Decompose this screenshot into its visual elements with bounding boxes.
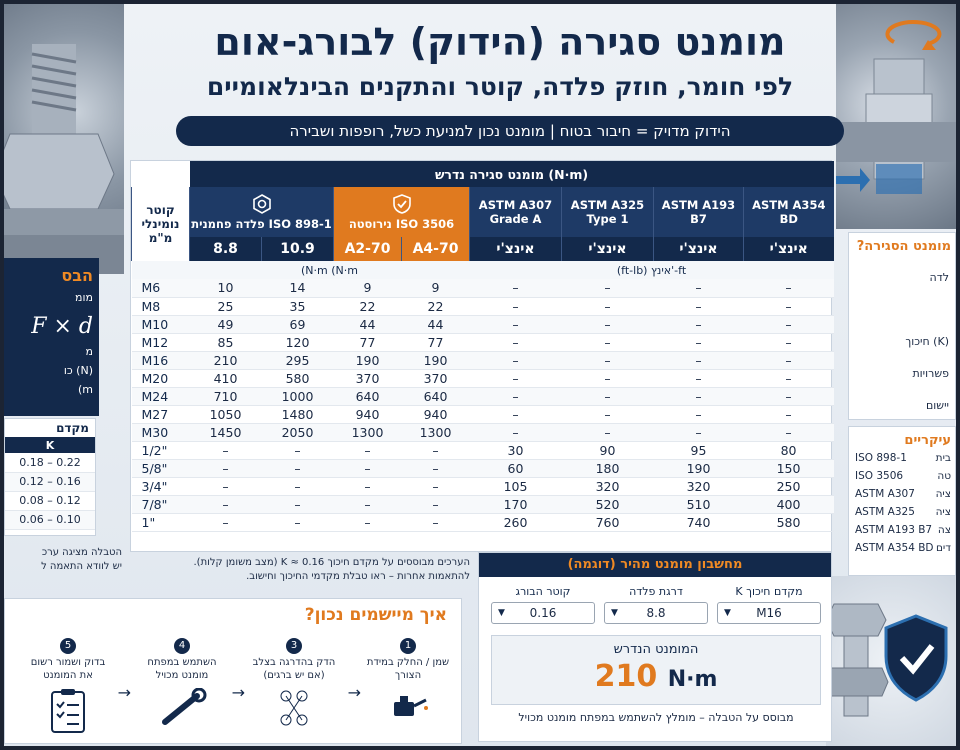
torque-value-cell: 370 (402, 369, 470, 387)
torque-value-cell: 60 (470, 459, 562, 477)
step-4 (137, 633, 227, 732)
table-row (132, 297, 834, 315)
torque-value-cell: 295 (262, 351, 334, 369)
torque-value-cell: 95 (654, 441, 744, 459)
torque-value-cell: 1050 (190, 405, 262, 423)
torque-value-cell: – (562, 423, 654, 441)
torque-value-cell: – (562, 369, 654, 387)
standard-code: ASTM A193 B7 (855, 524, 933, 536)
torque-value-cell: – (744, 333, 834, 351)
bolt-size-cell: 1" (132, 513, 190, 531)
bolt-size-cell: 7/8" (132, 495, 190, 513)
torque-value-cell: 69 (262, 315, 334, 333)
torque-value-cell: – (190, 477, 262, 495)
grade-header: 10.9 (262, 237, 334, 261)
chevron-down-icon: ▼ (724, 608, 731, 618)
step-1 (363, 633, 453, 726)
result-label: המומנט הנדרש (613, 642, 699, 657)
table-row (132, 315, 834, 333)
torque-value-cell: 10 (190, 279, 262, 297)
left-note-line: הטבלה מציגה ערכ (41, 547, 122, 558)
torque-value-cell: 44 (402, 315, 470, 333)
torque-value-cell: 30 (470, 441, 562, 459)
torque-value-cell: 77 (334, 333, 402, 351)
grade-header: אינצ'י (744, 237, 834, 261)
calculator-result (491, 635, 821, 705)
torque-value-cell: 150 (744, 459, 834, 477)
torque-value-cell: – (262, 513, 334, 531)
standard-row (849, 524, 955, 542)
torque-value-cell: – (562, 351, 654, 369)
bolt-size-cell: M30 (132, 423, 190, 441)
torque-value-cell: – (562, 315, 654, 333)
torque-value-cell: – (190, 441, 262, 459)
k-table-title: מקדם (56, 421, 89, 435)
torque-value-cell: – (654, 423, 744, 441)
imperial-unit-label: (ft-lb) אינץ'-ft (470, 261, 834, 279)
torque-value-cell: 22 (402, 297, 470, 315)
torque-value-cell: 80 (744, 441, 834, 459)
step-arrow: → (231, 683, 245, 702)
table-top-header: מומנט סגירה נדרש (N·m) (190, 161, 834, 187)
step-number: 3 (286, 638, 302, 654)
torque-value-cell: – (402, 477, 470, 495)
torque-wrench-icon (157, 688, 207, 728)
torque-value-cell: – (470, 297, 562, 315)
group-stainless-steel: נירוסטה ISO 3506 (334, 187, 470, 237)
table-row (132, 477, 834, 495)
torque-value-cell: – (262, 459, 334, 477)
formula-line: מ (85, 345, 93, 358)
standard-row (849, 506, 955, 524)
standard-code: ISO 898-1 (855, 452, 907, 464)
cross-pattern-icon (274, 688, 314, 728)
torque-value-cell: – (654, 369, 744, 387)
step-text: השתמש במפתח מומנט מכויל (147, 657, 217, 681)
torque-value-cell: – (334, 495, 402, 513)
bolt-size-cell: M24 (132, 387, 190, 405)
grade-header: אינצ'י (470, 237, 562, 261)
step-3 (249, 633, 339, 732)
torque-value-cell: – (334, 459, 402, 477)
k-value: 0.12 – 0.16 (5, 472, 95, 491)
torque-value-cell: 49 (190, 315, 262, 333)
torque-value-cell: 740 (654, 513, 744, 531)
table-row (132, 369, 834, 387)
torque-value-cell: 105 (470, 477, 562, 495)
formula-line: מומ (75, 291, 93, 304)
k-value: 0.08 – 0.12 (5, 491, 95, 510)
torque-value-cell: – (190, 495, 262, 513)
torque-value-cell: 1300 (334, 423, 402, 441)
torque-value-cell: 760 (562, 513, 654, 531)
torque-formula: F × d (31, 314, 93, 339)
factors-heading: מומנט הסגירה? (856, 239, 951, 254)
friction-k-select[interactable]: ▼ M16 (717, 602, 821, 624)
torque-value-cell: – (470, 279, 562, 297)
k-value: 0.18 – 0.22 (5, 453, 95, 472)
torque-value-cell: 35 (262, 297, 334, 315)
grade-header: 8.8 (190, 237, 262, 261)
page-subtitle: לפי חומר, חוזק פלדה, קוטר והתקנים הבינלאומיים (206, 72, 794, 101)
torque-value-cell: 9 (334, 279, 402, 297)
step-number: 4 (174, 638, 190, 654)
torque-value-cell: – (470, 405, 562, 423)
table-row (132, 405, 834, 423)
bolt-diameter-field[interactable] (491, 585, 595, 624)
how-to-title: איך מיישמים נכון? (304, 605, 447, 625)
chevron-down-icon: ▼ (611, 608, 618, 618)
result-value: 210 N·m (594, 659, 718, 694)
bolt-size-cell: 3/4" (132, 477, 190, 495)
standards-heading: עיקריים (904, 433, 951, 448)
torque-value-cell: – (402, 459, 470, 477)
torque-value-cell: – (562, 387, 654, 405)
torque-value-cell: 520 (562, 495, 654, 513)
standard-material: צה (937, 524, 951, 536)
torque-value-cell: – (190, 513, 262, 531)
torque-value-cell: – (402, 513, 470, 531)
factor-item: יישום (925, 399, 949, 412)
table-footnote (140, 556, 470, 584)
group-astm-a354: ASTM A354 BD (744, 187, 834, 237)
standard-material: בית (935, 452, 951, 464)
torque-value-cell: 1000 (262, 387, 334, 405)
footnote-line: להתאמות אחרות – ראו טבלת מקדמי החיכוך וחישוב. (246, 571, 470, 582)
torque-value-cell: 1300 (402, 423, 470, 441)
torque-value-cell: – (402, 441, 470, 459)
torque-value-cell: 85 (190, 333, 262, 351)
torque-value-cell: – (470, 351, 562, 369)
torque-value-cell: – (654, 351, 744, 369)
torque-value-cell: – (562, 333, 654, 351)
calculator-heading: מחשבון מומנט מהיר (דוגמה) (479, 553, 831, 577)
step-5 (23, 633, 113, 738)
k-value: 0.06 – 0.10 (5, 510, 95, 529)
table-row (132, 351, 834, 369)
bolt-photo-top-right (836, 4, 956, 229)
torque-value-cell: 580 (744, 513, 834, 531)
bolt-size-cell: M10 (132, 315, 190, 333)
steel-grade-select[interactable]: ▼ 8.8 (604, 602, 708, 624)
bolt-shield-illustration (826, 576, 956, 746)
torque-value-cell: 25 (190, 297, 262, 315)
standard-material: טה (937, 470, 951, 482)
torque-value-cell: – (262, 495, 334, 513)
torque-value-cell: 260 (470, 513, 562, 531)
friction-k-field[interactable] (717, 585, 821, 624)
torque-value-cell: – (744, 351, 834, 369)
torque-value-cell: 90 (562, 441, 654, 459)
standards-panel (848, 426, 956, 576)
factor-item: (K) חיכוך (905, 335, 949, 348)
group-astm-a325: ASTM A325 Type 1 (562, 187, 654, 237)
torque-value-cell: – (562, 279, 654, 297)
torque-value-cell: 77 (402, 333, 470, 351)
step-text: שמן / החלק במידת הצורך (366, 657, 450, 681)
torque-value-cell: 44 (334, 315, 402, 333)
standard-code: ASTM A325 (855, 506, 915, 518)
torque-value-cell: – (190, 459, 262, 477)
grade-header: אינצ'י (562, 237, 654, 261)
metric-unit-label: (N·m (N·m (190, 261, 470, 279)
torque-value-cell: – (744, 279, 834, 297)
group-astm-a307: ASTM A307 Grade A (470, 187, 562, 237)
torque-value-cell: 580 (262, 369, 334, 387)
standard-code: ISO 3506 (855, 470, 904, 482)
torque-value-cell: – (654, 405, 744, 423)
torque-value-cell: 940 (402, 405, 470, 423)
factor-item: פשרויות (912, 367, 949, 380)
standard-code: ASTM A354 BD (855, 542, 934, 554)
torque-value-cell: – (562, 297, 654, 315)
torque-value-cell: 410 (190, 369, 262, 387)
hex-nut-icon (252, 194, 272, 214)
torque-value-cell: – (470, 387, 562, 405)
torque-value-cell: – (470, 333, 562, 351)
table-row (132, 441, 834, 459)
tagline-banner: הידוק מדויק = חיבור בטוח | מומנט נכון למניעת כשל, רופפות ושבירה (176, 116, 844, 146)
torque-value-cell: 120 (262, 333, 334, 351)
torque-value-cell: – (654, 279, 744, 297)
torque-value-cell: – (744, 405, 834, 423)
torque-value-cell: – (744, 423, 834, 441)
friction-coefficient-table (4, 418, 96, 536)
shield-icon (886, 616, 946, 700)
bolt-size-cell: M27 (132, 405, 190, 423)
step-text: הדק בהדרגה בצלב (אם יש ברגים) (252, 657, 336, 681)
field-label: מקדם חיכוך K (735, 585, 803, 598)
bolt-size-cell: 5/8" (132, 459, 190, 477)
torque-value-cell: 640 (402, 387, 470, 405)
torque-value-cell: 320 (654, 477, 744, 495)
step-arrow: → (117, 683, 131, 702)
step-number: 1 (400, 638, 416, 654)
torque-value-cell: 320 (562, 477, 654, 495)
torque-value-cell: 190 (402, 351, 470, 369)
formula-heading: הבס (61, 266, 93, 285)
table-row (132, 333, 834, 351)
standard-material: דים (935, 542, 951, 554)
group-carbon-steel: פלדה פחמנית ISO 898-1 (190, 187, 334, 237)
standard-code: ASTM A307 (855, 488, 915, 500)
torque-value-cell: – (334, 513, 402, 531)
table-row (132, 459, 834, 477)
step-arrow: → (347, 683, 361, 702)
standard-row (849, 488, 955, 506)
torque-value-cell: – (262, 477, 334, 495)
torque-value-cell: – (744, 369, 834, 387)
torque-value-cell: – (654, 333, 744, 351)
group-astm-a193: ASTM A193 B7 (654, 187, 744, 237)
torque-value-cell: 250 (744, 477, 834, 495)
grade-header: A2-70 (334, 237, 402, 261)
torque-value-cell: – (744, 387, 834, 405)
bolt-size-cell: M8 (132, 297, 190, 315)
torque-value-cell: 22 (334, 297, 402, 315)
steel-grade-field[interactable] (604, 585, 708, 624)
table-row (132, 387, 834, 405)
torque-calculator (478, 552, 832, 742)
chevron-down-icon: ▼ (498, 608, 505, 618)
table-row (132, 423, 834, 441)
torque-value-cell: – (470, 315, 562, 333)
oil-can-icon (388, 688, 428, 722)
field-label: דרגת פלדה (629, 585, 683, 598)
bolt-photo-top-left (4, 4, 124, 274)
torque-value-cell: 510 (654, 495, 744, 513)
factor-item: לדה (929, 271, 949, 284)
step-text: בדוק ושמור רשום את המומנט (30, 657, 106, 681)
grade-header: A4-70 (402, 237, 470, 261)
result-unit: N·m (667, 667, 718, 692)
torque-table (130, 160, 832, 552)
bolt-size-cell: M16 (132, 351, 190, 369)
torque-value-cell: 1480 (262, 405, 334, 423)
standard-row (849, 470, 955, 488)
standard-row (849, 542, 955, 560)
left-note-line: יש לוודא התאמה ל (41, 561, 122, 572)
torque-value-cell: 710 (190, 387, 262, 405)
standard-material: ציה (935, 506, 951, 518)
table-row (132, 513, 834, 531)
left-note (4, 546, 122, 574)
torque-value-cell: 170 (470, 495, 562, 513)
torque-value-cell: 9 (402, 279, 470, 297)
torque-value-cell: 940 (334, 405, 402, 423)
clipboard-check-icon (48, 688, 88, 734)
bolt-size-cell: M12 (132, 333, 190, 351)
torque-value-cell: – (334, 441, 402, 459)
bolt-size-cell: 1/2" (132, 441, 190, 459)
diameter-header: קוטר נומינלי מ"מ (132, 187, 190, 261)
torque-value-cell: 190 (334, 351, 402, 369)
torque-value-cell: 190 (654, 459, 744, 477)
torque-value-cell: – (470, 369, 562, 387)
torque-value-cell: 1450 (190, 423, 262, 441)
torque-value-cell: – (744, 297, 834, 315)
torque-value-cell: 180 (562, 459, 654, 477)
torque-value-cell: – (562, 405, 654, 423)
torque-value-cell: 210 (190, 351, 262, 369)
formula-line: m) (77, 383, 93, 396)
torque-value-cell: – (334, 477, 402, 495)
table-row (132, 495, 834, 513)
k-column-header: K (5, 437, 95, 453)
footnote-line: הערכים מבוססים על מקדם חיכוך K ≈ 0.16 (מצב משומן קלות). (193, 557, 470, 568)
calculator-note: מבוסס על הטבלה – מומלץ להשתמש במפתח מומנט מכויל (518, 711, 794, 724)
formula-line: (N) כו (63, 364, 93, 377)
torque-value-cell: 2050 (262, 423, 334, 441)
bolt-diameter-select[interactable]: ▼ 0.16 (491, 602, 595, 624)
formula-panel (4, 258, 99, 416)
grade-header: אינצ'י (654, 237, 744, 261)
torque-value-cell: 400 (744, 495, 834, 513)
torque-value-cell: 14 (262, 279, 334, 297)
torque-value-cell: – (402, 495, 470, 513)
torque-value-cell: 370 (334, 369, 402, 387)
torque-value-cell: – (744, 315, 834, 333)
standard-material: ציה (935, 488, 951, 500)
bolt-size-cell: M20 (132, 369, 190, 387)
torque-value-cell: – (654, 387, 744, 405)
torque-value-cell: – (470, 423, 562, 441)
page-title: מומנט סגירה (הידוק) לבורג-אום (214, 20, 786, 64)
torque-value-cell: – (654, 297, 744, 315)
shield-check-icon (392, 194, 412, 214)
how-to-apply-panel (4, 598, 462, 744)
torque-factors-panel (848, 232, 956, 420)
table-row (132, 279, 834, 297)
torque-value-cell: 640 (334, 387, 402, 405)
step-number: 5 (60, 638, 76, 654)
standard-row (849, 452, 955, 470)
field-label: קוטר הבורג (515, 585, 571, 598)
bolt-size-cell: M6 (132, 279, 190, 297)
torque-value-cell: – (654, 315, 744, 333)
torque-value-cell: – (262, 441, 334, 459)
